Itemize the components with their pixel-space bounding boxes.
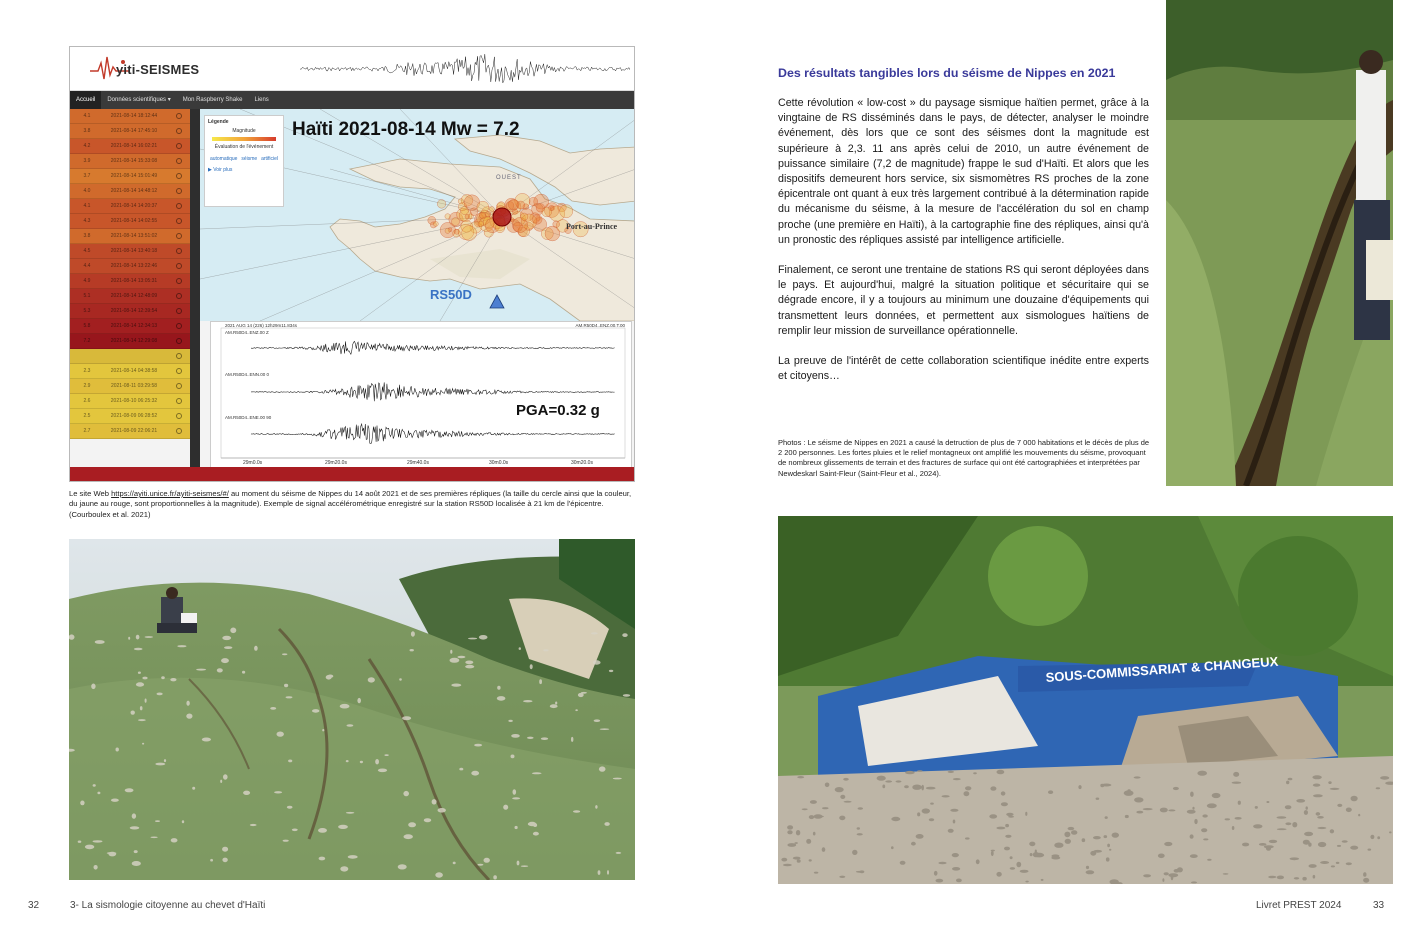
event-row[interactable]	[70, 394, 190, 409]
seismogram-panel	[210, 321, 632, 469]
event-magnitude: 2.7	[83, 428, 91, 434]
event-marker-icon	[176, 293, 182, 299]
map-region-label: OUEST	[496, 175, 522, 181]
event-marker-icon	[176, 308, 182, 314]
legend-option-automatic[interactable]: automatique	[209, 156, 238, 162]
legend-magnitude-gradient	[212, 137, 276, 141]
event-row[interactable]	[70, 349, 190, 364]
header-seismogram-trace	[300, 51, 630, 87]
event-date: 2021-08-14 15:33:08	[110, 157, 158, 164]
time-tick-label: 30m0.0s	[489, 460, 509, 466]
chapter-title: 3- La sismologie citoyenne au chevet d'Haïti	[70, 900, 266, 911]
event-date: 2021-08-14 18:12:44	[110, 112, 158, 119]
page-number-right: 33	[1373, 900, 1385, 911]
collapsed-building-photo	[778, 516, 1393, 884]
seismogram-traces	[211, 322, 633, 470]
event-row[interactable]	[70, 124, 190, 139]
event-date: 2021-08-14 12:34:13	[110, 322, 158, 329]
event-magnitude: 4.3	[83, 218, 91, 224]
event-magnitude: 2.6	[83, 398, 91, 404]
event-row[interactable]	[70, 154, 190, 169]
event-magnitude: 7.2	[83, 338, 91, 344]
event-row[interactable]	[70, 184, 190, 199]
event-magnitude: 4.0	[83, 188, 91, 194]
event-date: 2021-08-14 12:48:09	[110, 292, 158, 299]
event-row[interactable]	[70, 214, 190, 229]
event-magnitude: 3.8	[83, 128, 91, 134]
landslide-hillside-photo	[69, 539, 635, 880]
event-date: 2021-08-14 14:48:12	[110, 187, 158, 194]
event-magnitude: 4.2	[83, 143, 91, 149]
event-title: Haïti 2021-08-14 Mw = 7.2	[292, 119, 520, 140]
event-marker-icon	[176, 428, 182, 434]
event-magnitude: 2.3	[83, 368, 91, 374]
legend-eval-label: Évaluation de l'événement	[214, 144, 274, 150]
caption-link[interactable]: https://ayiti.unice.fr/ayiti-seismes/#/	[111, 489, 229, 498]
paragraph-3: La preuve de l'intérêt de cette collaboration scientifique inédite entre experts et citoyens…	[778, 355, 1149, 383]
time-tick-label: 29m40.0s	[407, 460, 429, 466]
event-row[interactable]	[70, 169, 190, 184]
event-marker-icon	[176, 248, 182, 254]
map-legend	[204, 115, 284, 207]
event-row[interactable]	[70, 364, 190, 379]
legend-option-artificial[interactable]: artificiel	[261, 156, 279, 162]
map-city-label: Port-au-Prince	[566, 222, 618, 231]
event-row[interactable]	[70, 139, 190, 154]
event-row[interactable]	[70, 229, 190, 244]
section-title: Des résultats tangibles lors du séisme de Nippes en 2021	[778, 66, 1116, 80]
event-magnitude: 4.4	[83, 263, 91, 269]
event-magnitude: 3.9	[83, 158, 91, 164]
paragraph-2: Finalement, ce seront une trentaine de stations RS qui seront déployées dans le pays. Et aujourd'hui, malgré la situation politique et sécuritaire qui se dégrade encore, il y a toujours au minimum une douzaine d'équipements qui transmettent leurs données, et permettent aux sismologues haïtiens de remplir leur mission de surveillance opérationnelle.	[778, 264, 1149, 337]
event-marker-icon	[176, 383, 182, 389]
event-marker-icon	[176, 368, 182, 374]
publication-title: Livret PREST 2024	[1256, 900, 1342, 911]
time-tick-label: 29m20.0s	[325, 460, 347, 466]
event-row[interactable]	[70, 244, 190, 259]
event-date: 2021-08-14 04:38:58	[110, 367, 158, 374]
event-magnitude: 4.1	[83, 203, 91, 209]
event-date: 2021-08-14 13:51:02	[110, 232, 158, 239]
seismogram-header: 2021 AUG 14 (226) 12h29m11.834s	[225, 323, 297, 328]
event-date: 2021-08-11 03:29:58	[110, 382, 158, 389]
event-marker-icon	[176, 188, 182, 194]
site-nav	[70, 91, 634, 109]
event-magnitude: 2.5	[83, 413, 91, 419]
nav-item-0[interactable]: Accueil	[70, 91, 101, 109]
event-marker-icon	[176, 173, 182, 179]
event-magnitude: 2.9	[83, 383, 91, 389]
time-tick-label: 30m20.0s	[571, 460, 593, 466]
event-list	[70, 109, 190, 467]
trace-label-z: AM.R50D4..ENZ.00 Z	[225, 330, 269, 335]
event-date: 2021-08-14 13:22:46	[110, 262, 158, 269]
event-marker-icon	[176, 278, 182, 284]
nav-item-1[interactable]: Données scientifiques ▾	[107, 97, 171, 103]
page-number-left: 32	[28, 900, 40, 911]
event-row[interactable]	[70, 304, 190, 319]
event-map[interactable]	[200, 109, 635, 321]
event-date: 2021-08-14 14:20:37	[110, 202, 158, 209]
event-row[interactable]	[70, 379, 190, 394]
event-date: 2021-08-09 22:06:21	[110, 427, 158, 434]
caption-text-after: au moment du séisme de Nippes du 14 août 2021 et de ses premières répliques (la taille du cercle ainsi que la couleur, du jaune au rouge, sont proportionnelles à la magnitude). Exemple de signal accélérométrique enregistré sur la station RS50D localisée à 21 km de l'épicentre. (Courboulex et al. 2021)	[69, 489, 632, 519]
seismogram-channel: AM.R50D4..ENZ.00.T.00	[575, 323, 625, 328]
event-date: 2021-08-14 16:02:21	[110, 142, 158, 149]
trace-label-n: AM.R50D4..ENN.00 0	[225, 372, 270, 377]
event-magnitude: 4.5	[83, 248, 91, 254]
event-date: 2021-08-14 15:01:49	[110, 172, 158, 179]
event-date: 2021-08-14 13:40:18	[110, 247, 158, 254]
time-tick-label: 29m0.0s	[243, 460, 263, 466]
event-date: 2021-08-09 06:28:52	[110, 412, 158, 419]
event-row[interactable]	[70, 289, 190, 304]
event-marker-icon	[176, 218, 182, 224]
event-date: 2021-08-14 12:39:54	[110, 307, 158, 314]
event-magnitude: 5.8	[83, 323, 91, 329]
event-marker-icon	[176, 323, 182, 329]
event-magnitude: 3.8	[83, 233, 91, 239]
legend-more-link[interactable]: ▶ Voir plus	[208, 167, 233, 173]
event-row[interactable]	[70, 319, 190, 334]
event-row[interactable]	[70, 334, 190, 349]
photos-caption: Photos : Le séisme de Nippes en 2021 a causé la detruction de plus de 7 000 habitations et le décès de plus de 2 200 personnes. Les fortes pluies et le relief montagneux ont amplifié les mouvements du séisme, provoquant de nombreux glissements de terrain et des fractures de surface qui ont été cartographiées et interprétées par Newdeskarl Saint-Fleur (Saint-Fleur et al., 2024).	[778, 438, 1150, 478]
event-date: 2021-08-10 06:25:32	[110, 397, 158, 404]
event-date: 2021-08-14 14:02:55	[110, 217, 158, 224]
nav-item-3[interactable]: Liens	[254, 97, 269, 103]
site-header	[70, 47, 634, 91]
site-logo-text: yiti-SEISMES	[116, 62, 200, 77]
event-marker-icon	[176, 158, 182, 164]
trace-label-e: AM.R50D4..ENE.00 90	[225, 415, 272, 420]
website-screenshot	[69, 46, 635, 482]
building-sign-text: SOUS-COMMISSARIAT & CHANGEUX	[1045, 653, 1279, 685]
event-magnitude: 5.1	[83, 293, 91, 299]
site-footer	[70, 467, 634, 482]
legend-eval-options	[208, 156, 280, 162]
event-marker-icon	[176, 353, 182, 359]
event-marker-icon	[176, 113, 182, 119]
screenshot-caption	[69, 489, 637, 520]
station-label: RS50D	[430, 287, 472, 302]
station-triangle-icon	[490, 295, 504, 308]
event-marker-icon	[176, 233, 182, 239]
event-marker-icon	[176, 128, 182, 134]
event-row[interactable]	[70, 424, 190, 439]
event-magnitude: 3.7	[83, 173, 91, 179]
legend-option-earthquake[interactable]: séisme	[241, 156, 258, 162]
nav-item-2[interactable]: Mon Raspberry Shake	[182, 97, 243, 103]
event-row[interactable]	[70, 109, 190, 124]
event-row[interactable]	[70, 409, 190, 424]
event-magnitude: 5.3	[83, 308, 91, 314]
event-marker-icon	[176, 338, 182, 344]
pga-label: PGA=0.32 g	[516, 402, 600, 419]
event-date: 2021-08-14 12:29:08	[110, 337, 158, 344]
event-magnitude: 4.1	[83, 113, 91, 119]
event-marker-icon	[176, 413, 182, 419]
event-marker-icon	[176, 263, 182, 269]
event-row[interactable]	[70, 274, 190, 289]
event-date: 2021-08-14 13:05:31	[110, 277, 158, 284]
caption-text-before: Le site Web	[69, 489, 112, 498]
event-row[interactable]	[70, 259, 190, 274]
paragraph-1: Cette révolution « low-cost » du paysage sismique haïtien permet, grâce à la vingtaine de RS disséminés dans le pays, de détecter, analyser le moindre événement, dès lors que ce sont des séismes dont la magnitude est supérieure à 2,3. 11 ans après celui de 2010, un autre événement de puissance similaire (7,2 de magnitude) frappe le sud d'Haïti. Et alors que les dispositifs demeurent hors service, six sismomètres RS proches de la zone épicentrale ont quant à eux très largement contribué à la détermination rapide du mécanisme du séisme, à la mesure de l'accélération du sol en champ proche (une première en Haïti), à la cartographie fine des répliques, ainsi qu'à un pronostic des répliques assisté par intelligence artificielle.	[778, 97, 1149, 246]
legend-magnitude-label: Magnitude	[232, 128, 256, 134]
event-magnitude: 4.9	[83, 278, 91, 284]
event-marker-icon	[176, 398, 182, 404]
event-marker-icon	[176, 203, 182, 209]
legend-title: Légende	[208, 119, 229, 125]
event-marker-icon	[176, 143, 182, 149]
list-scrollbar[interactable]	[190, 109, 200, 467]
ground-fracture-photo	[1166, 0, 1393, 486]
event-row[interactable]	[70, 199, 190, 214]
event-date: 2021-08-14 17:45:10	[110, 127, 158, 134]
